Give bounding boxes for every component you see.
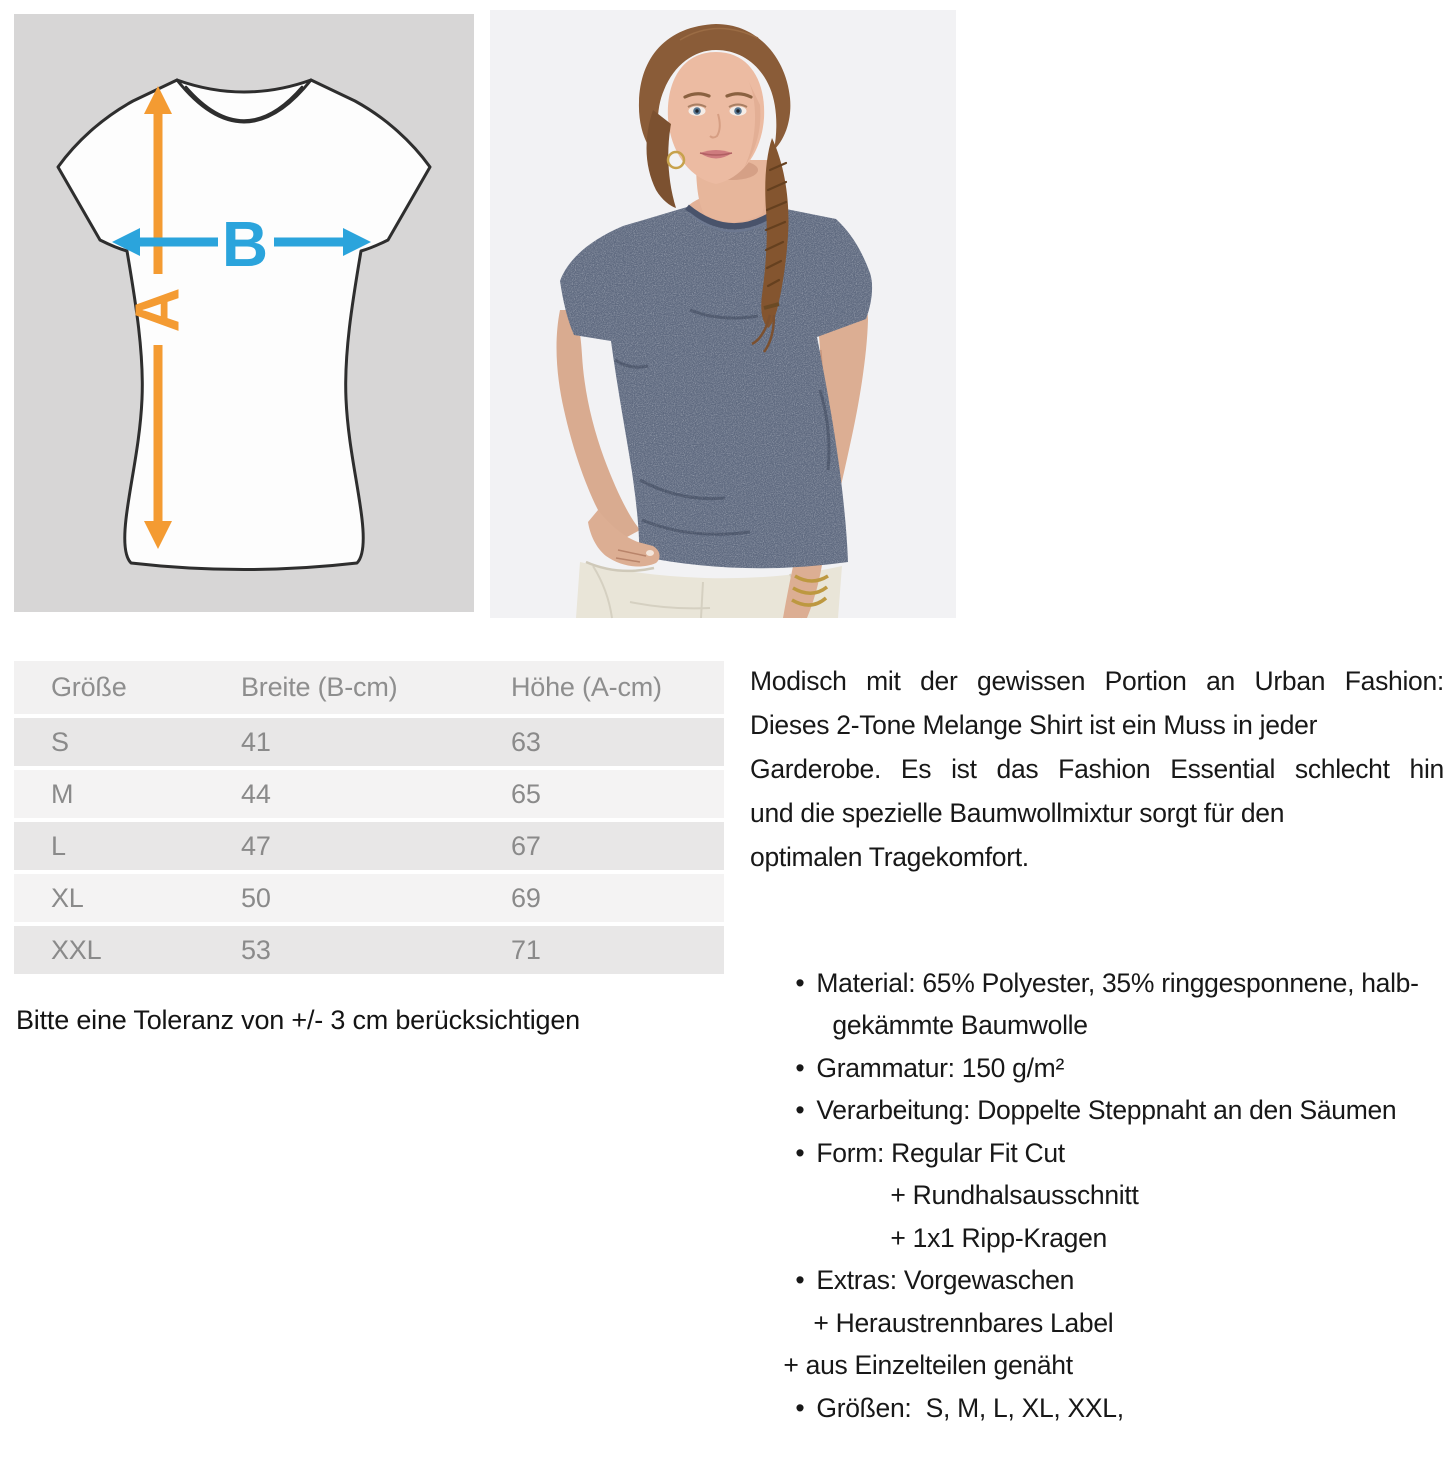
table-row [14,874,724,922]
model-photo-illustration [490,10,956,618]
width-value: 53 [241,935,271,965]
bullet-icon: • [795,1392,805,1423]
spec-item-verarbeitung: • Verarbeitung: Doppelte Steppnaht an den Säumen [740,1047,1445,1090]
spec-item-groessen: • Größen: S, M, L, XL, XXL, [740,1344,1445,1387]
paragraph-line: und die spezielle Baumwollmixtur sorgt für den [750,798,1285,828]
size-value: S [51,727,69,757]
table-row [14,822,724,870]
spec-item-einzelteile: + aus Einzelteilen genäht [783,1350,1073,1380]
spec-item-label: + Heraustrennbares Label [813,1307,1114,1338]
width-value: 47 [241,831,271,861]
width-label-b: B [221,208,269,280]
bullet-icon: • [795,1265,805,1295]
spec-item-grammatur: • Grammatur: 150 g/m² [740,1004,1445,1047]
spec-item-extras: • Extras: Vorgewaschen [740,1217,1445,1260]
paragraph-line: Garderobe. Es ist das Fashion Essential schlecht hin [750,754,1444,784]
spec-item-rundhals: + Rundhalsausschnitt [890,1180,1139,1210]
model-photo [490,10,956,618]
table-row [14,926,724,974]
col-header-width: Breite (B-cm) [241,672,398,702]
spec-list [740,919,1445,1423]
spec-item-form: • Form: Regular Fit Cut [740,1089,1445,1132]
height-value: 69 [511,883,541,913]
width-value: 44 [241,779,271,809]
spec-item-material-cont: gekämmte Baumwolle [832,1010,1088,1040]
spec-item-rippkragen: + 1x1 Ripp-Kragen [890,1222,1107,1253]
spec-item-material: • Material: 65% Polyester, 35% ringgesponnene, halb- [740,919,1445,962]
height-value: 63 [511,727,541,757]
width-value: 41 [241,727,271,757]
width-value: 50 [241,883,271,913]
size-value: XXL [51,935,102,965]
paragraph-line: Dieses 2-Tone Melange Shirt ist ein Muss in jeder [750,710,1318,740]
height-value: 65 [511,779,541,809]
col-header-height: Höhe (A-cm) [511,672,662,702]
bullet-icon: • [795,1137,805,1168]
paragraph-line: optimalen Tragekomfort. [750,842,1029,872]
col-header-size: Größe [51,672,127,702]
table-row [14,718,724,766]
size-value: L [51,831,66,861]
tolerance-note: Bitte eine Toleranz von +/- 3 cm berücksichtigen [16,1005,580,1035]
height-value: 67 [511,831,541,861]
paragraph-line: Modisch mit der gewissen Portion an Urban Fashion: [750,666,1444,696]
bullet-icon: • [795,1052,805,1083]
size-value: XL [51,883,84,913]
height-label-a: A [123,287,193,333]
size-table-header [14,661,724,714]
size-table [14,661,724,974]
table-row [14,770,724,818]
size-value: M [51,779,74,809]
product-description-paragraph [750,659,1444,879]
tshirt-measurement-diagram [14,14,474,612]
size-diagram-panel [14,14,474,612]
bullet-icon: • [795,967,805,998]
height-value: 71 [511,935,541,965]
bullet-icon: • [795,1095,805,1125]
